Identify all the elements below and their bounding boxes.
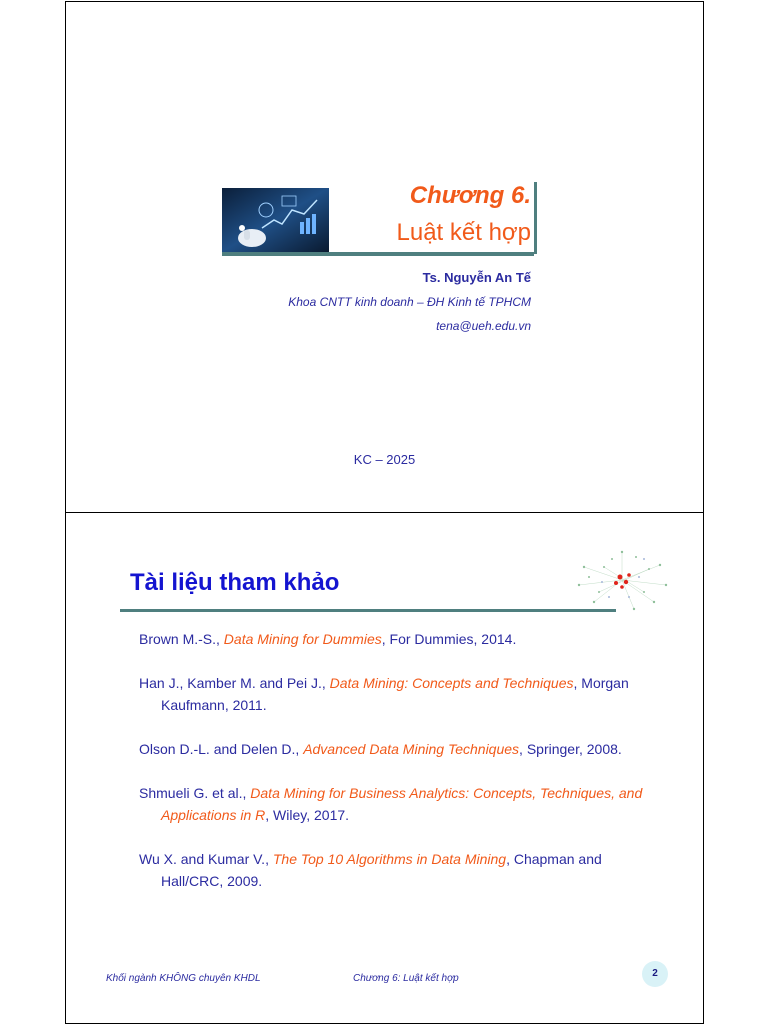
network-graph-image bbox=[574, 547, 670, 613]
reference-item bbox=[139, 672, 659, 716]
ref-title: The Top 10 Algorithms in Data Mining bbox=[272, 851, 507, 867]
ref-publisher: , Springer, 2008. bbox=[519, 741, 622, 757]
references-slide bbox=[65, 512, 704, 1024]
ref-authors: Wu X. and Kumar V., bbox=[139, 851, 273, 867]
chapter-subtitle: Luật kết hợp bbox=[396, 219, 531, 246]
ref-authors: Olson D.-L. and Delen D., bbox=[139, 741, 304, 757]
reference-item bbox=[139, 782, 659, 826]
course-year: KC – 2025 bbox=[353, 452, 416, 467]
reference-list bbox=[139, 628, 659, 914]
affiliation: Khoa CNTT kinh doanh – ĐH Kinh tế TPHCM bbox=[288, 295, 531, 309]
ref-authors: Shmueli G. et al., bbox=[139, 785, 251, 801]
ref-title: Advanced Data Mining Techniques bbox=[303, 741, 520, 757]
ref-authors: Han J., Kamber M. and Pei J., bbox=[139, 675, 330, 691]
reference-item bbox=[139, 848, 659, 892]
page-number-badge: 2 bbox=[642, 961, 668, 987]
ref-title: Data Mining: Concepts and Techniques bbox=[329, 675, 574, 691]
ref-authors: Brown M.-S., bbox=[139, 631, 224, 647]
title-rule bbox=[222, 252, 534, 256]
ref-publisher: , For Dummies, 2014. bbox=[381, 631, 517, 647]
slide-title: Tài liệu tham khảo bbox=[130, 569, 340, 596]
title-slide bbox=[65, 1, 704, 513]
footer-chapter: Chương 6: Luật kết hợp bbox=[353, 973, 459, 984]
author-name: Ts. Nguyễn An Tế bbox=[422, 270, 531, 285]
ref-publisher: , Wiley, 2017. bbox=[265, 807, 350, 823]
title-rule bbox=[120, 609, 616, 612]
ref-title: Data Mining for Business Analytics: Concepts, Techniques, and Applications in R bbox=[161, 785, 643, 823]
data-analytics-hand-image bbox=[222, 188, 329, 252]
reference-item bbox=[139, 738, 659, 760]
author-email: tena@ueh.edu.vn bbox=[436, 319, 531, 333]
ref-publisher: , Morgan Kaufmann, 2011. bbox=[161, 675, 629, 713]
reference-item bbox=[139, 628, 659, 650]
title-vertical-rule bbox=[534, 182, 537, 254]
footer-program: Khối ngành KHÔNG chuyên KHDL bbox=[106, 973, 261, 984]
chapter-title: Chương 6. bbox=[409, 182, 531, 209]
ref-publisher: , Chapman and Hall/CRC, 2009. bbox=[161, 851, 602, 889]
ref-title: Data Mining for Dummies bbox=[223, 631, 382, 647]
